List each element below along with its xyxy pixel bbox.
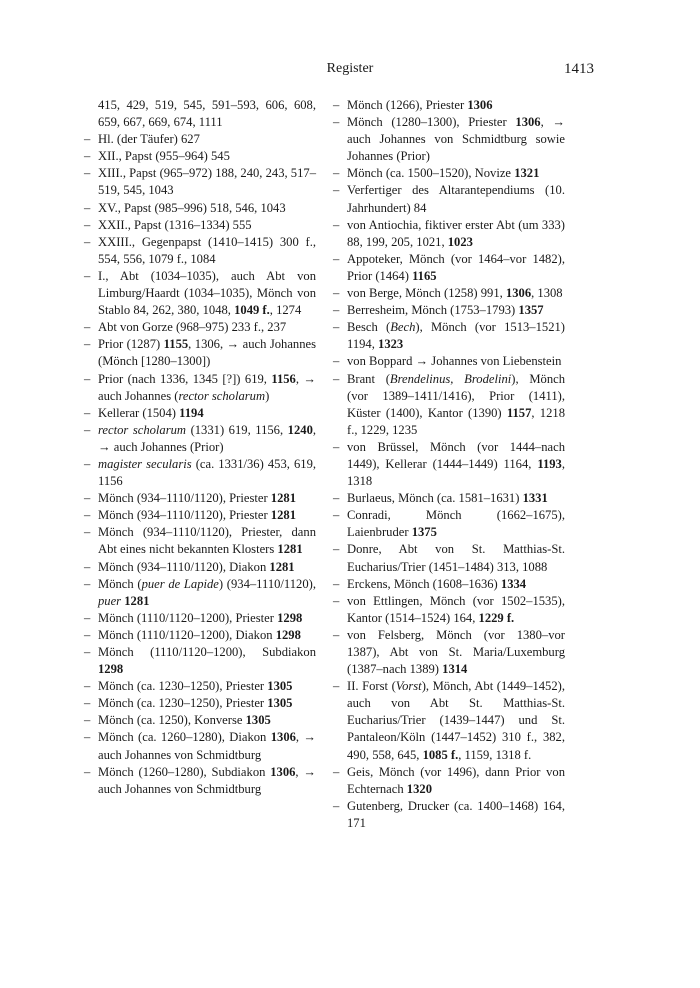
index-entry bbox=[333, 507, 565, 541]
index-entry bbox=[84, 678, 316, 695]
entry-dash: – bbox=[333, 508, 340, 523]
index-entry-text: Mönch (934–1110/1120), Diakon 1281 bbox=[98, 559, 295, 574]
index-entry bbox=[84, 576, 316, 610]
index-entry-text: magister secularis (ca. 1331/36) 453, 619, 1156 bbox=[98, 456, 317, 489]
index-entry-text: Erckens, Mönch (1608–1636) 1334 bbox=[347, 576, 527, 591]
index-entry-text: XXIII., Gegenpapst (1410–1415) 300 f., 554, 556, 1079 f., 1084 bbox=[98, 234, 316, 266]
index-entry bbox=[333, 678, 565, 763]
index-entry bbox=[84, 507, 316, 524]
entry-dash: – bbox=[84, 713, 91, 728]
index-entry-text: von Antiochia, fiktiver erster Abt (um 333) 88, 199, 205, 1021, 1023 bbox=[347, 217, 565, 249]
entry-dash: – bbox=[84, 320, 91, 335]
index-entry bbox=[333, 593, 565, 627]
entry-dash: – bbox=[333, 354, 340, 369]
index-entry bbox=[84, 627, 316, 644]
entry-dash: – bbox=[84, 200, 91, 215]
entry-dash: – bbox=[84, 559, 91, 574]
entry-dash: – bbox=[84, 508, 91, 523]
index-entry-text: Mönch (puer de Lapide) (934–1110/1120), puer 1281 bbox=[98, 576, 316, 608]
index-entry-text: Conradi, Mönch (1662–1675), Laienbruder 1375 bbox=[347, 508, 565, 540]
entry-dash: – bbox=[333, 371, 340, 386]
index-entry bbox=[84, 456, 316, 490]
index-entry-text: Brant (Brendelinus, Brodelini), Mönch (vor 1389–1411/1416), Prior (1411), Küster (1400), Kantor (1390) 1157, 1218 f., 1229, 1235 bbox=[347, 371, 566, 437]
index-entry bbox=[333, 251, 565, 285]
index-entry bbox=[84, 644, 316, 678]
index-entry bbox=[84, 268, 316, 319]
entry-dash: – bbox=[333, 98, 340, 112]
index-entry bbox=[84, 371, 316, 405]
entry-dash: – bbox=[84, 234, 91, 249]
index-entry-text: Mönch (1280–1300), Priester 1306, → auch Johannes von Schmidtburg sowie Johannes (Prior) bbox=[347, 115, 565, 164]
index-entry-text: Appoteker, Mönch (vor 1464–vor 1482), Prior (1464) 1165 bbox=[347, 251, 565, 283]
entry-dash: – bbox=[84, 371, 91, 386]
index-entry-text: Mönch (1260–1280), Subdiakon 1306, → auch Johannes von Schmidtburg bbox=[98, 764, 316, 796]
index-entry bbox=[333, 627, 565, 678]
index-entry-text: Hl. (der Täufer) 627 bbox=[98, 132, 200, 147]
entry-dash: – bbox=[333, 576, 340, 591]
index-entry-text: Prior (nach 1336, 1345 [?]) 619, 1156, → auch Johannes (rector scholarum) bbox=[98, 371, 317, 403]
index-entry-text: Mönch (1266), Priester 1306 bbox=[347, 98, 493, 112]
index-entry bbox=[333, 97, 565, 114]
index-entry bbox=[333, 490, 565, 507]
index-entry-text: von Ettlingen, Mönch (vor 1502–1535), Kantor (1514–1524) 164, 1229 f. bbox=[347, 593, 565, 625]
entry-dash: – bbox=[333, 593, 340, 608]
index-entry-text: Mönch (ca. 1260–1280), Diakon 1306, → auch Johannes von Schmidtburg bbox=[98, 730, 317, 762]
index-entry bbox=[333, 114, 565, 165]
index-entry bbox=[333, 439, 565, 490]
index-entry bbox=[84, 217, 316, 234]
index-entry bbox=[84, 559, 316, 576]
entry-dash: – bbox=[333, 286, 340, 301]
index-entry-text: Verfertiger des Altarantependiums (10. Jahrhundert) 84 bbox=[347, 183, 565, 215]
entry-dash: – bbox=[84, 268, 91, 283]
index-entry-text: Besch (Bech), Mönch (vor 1513–1521) 1194, 1323 bbox=[347, 320, 565, 352]
right-column bbox=[333, 97, 565, 832]
index-entry bbox=[84, 131, 316, 148]
index-entry bbox=[84, 234, 316, 268]
entry-dash: – bbox=[333, 679, 340, 694]
index-entry-text: XXII., Papst (1316–1334) 555 bbox=[98, 217, 252, 232]
entry-dash: – bbox=[84, 627, 91, 642]
entry-dash: – bbox=[333, 491, 340, 506]
entry-dash: – bbox=[84, 456, 91, 471]
entry-dash: – bbox=[333, 217, 340, 232]
index-entry-text: Mönch (934–1110/1120), Priester 1281 bbox=[98, 491, 296, 506]
index-entry-text: Burlaeus, Mönch (ca. 1581–1631) 1331 bbox=[347, 491, 548, 506]
index-entry bbox=[333, 319, 565, 353]
entry-dash: – bbox=[84, 764, 91, 779]
index-entry bbox=[84, 405, 316, 422]
entry-dash: – bbox=[84, 405, 91, 420]
index-entry bbox=[84, 422, 316, 456]
entry-dash: – bbox=[84, 491, 91, 506]
index-entry-text: Mönch (934–1110/1120), Priester 1281 bbox=[98, 508, 296, 523]
index-entry bbox=[84, 336, 316, 370]
entry-dash: – bbox=[333, 320, 340, 335]
index-entry-text: XV., Papst (985–996) 518, 546, 1043 bbox=[98, 200, 286, 215]
page-number: 1413 bbox=[564, 61, 594, 77]
index-entry bbox=[84, 200, 316, 217]
index-entry bbox=[84, 165, 316, 199]
entry-dash: – bbox=[333, 764, 340, 779]
entry-dash: – bbox=[84, 730, 91, 745]
index-entry-text: II. Forst (Vorst), Mönch, Abt (1449–1452), auch von Abt St. Matthias-St. Eucharius/Trier (1439–1447) und St. Pantaleon/Köln (1447–1452) 310 f., 382, 490, 558, 645, 1085 f., 1159, 1318 f. bbox=[347, 679, 565, 762]
index-entry-text: Mönch (ca. 1500–1520), Novize 1321 bbox=[347, 166, 540, 181]
entry-dash: – bbox=[333, 439, 340, 454]
index-entry bbox=[333, 285, 565, 302]
index-entry bbox=[333, 217, 565, 251]
entry-dash: – bbox=[84, 132, 91, 147]
entry-dash: – bbox=[84, 696, 91, 711]
entry-dash: – bbox=[84, 610, 91, 625]
index-entry-text: von Felsberg, Mönch (vor 1380–vor 1387), Abt von St. Maria/Luxemburg (1387–nach 1389) 1314 bbox=[347, 627, 565, 677]
index-entry-text: rector scholarum (1331) 619, 1156, 1240, → auch Johannes (Prior) bbox=[98, 422, 317, 454]
index-entry-text: Kellerar (1504) 1194 bbox=[98, 405, 204, 420]
entry-dash: – bbox=[84, 576, 91, 591]
index-entry bbox=[333, 541, 565, 575]
entry-dash: – bbox=[333, 166, 340, 181]
index-entry bbox=[84, 729, 316, 763]
entry-dash: – bbox=[84, 422, 91, 437]
index-entry bbox=[333, 182, 565, 216]
entry-dash: – bbox=[84, 679, 91, 694]
index-entry bbox=[84, 97, 316, 131]
index-entry bbox=[84, 319, 316, 336]
index-entry-text: Berresheim, Mönch (1753–1793) 1357 bbox=[347, 303, 544, 318]
index-entry bbox=[333, 798, 565, 832]
index-entry bbox=[333, 371, 565, 439]
entry-dash: – bbox=[84, 337, 91, 352]
index-entry bbox=[84, 524, 316, 558]
index-entry bbox=[84, 610, 316, 627]
index-entry-text: Gutenberg, Drucker (ca. 1400–1468) 164, 171 bbox=[347, 798, 565, 830]
entry-dash: – bbox=[84, 149, 91, 164]
index-entry-text: I., Abt (1034–1035), auch Abt von Limburg/Haardt (1034–1035), Mönch von Stablo 84, 262, 380, 1048, 1049 f., 1274 bbox=[98, 268, 316, 318]
index-entry-text: Prior (1287) 1155, 1306, → auch Johannes (Mönch [1280–1300]) bbox=[98, 337, 316, 369]
index-entry-text: Geis, Mönch (vor 1496), dann Prior von Echternach 1320 bbox=[347, 764, 565, 796]
index-entry-text: Abt von Gorze (968–975) 233 f., 237 bbox=[98, 320, 287, 335]
entry-dash: – bbox=[333, 251, 340, 266]
index-entry bbox=[333, 353, 565, 370]
entry-dash: – bbox=[333, 798, 340, 813]
index-entry bbox=[333, 302, 565, 319]
index-entry-text: von Brüssel, Mönch (vor 1444–nach 1449), Kellerar (1444–1449) 1164, 1193, 1318 bbox=[347, 439, 565, 489]
index-entry-text: von Boppard → Johannes von Liebenstein bbox=[347, 354, 562, 369]
entry-dash: – bbox=[84, 217, 91, 232]
entry-dash: – bbox=[84, 525, 91, 540]
index-entry-text: Mönch (1110/1120–1200), Subdiakon 1298 bbox=[98, 645, 316, 677]
entry-dash: – bbox=[333, 115, 340, 130]
index-entry-text: XII., Papst (955–964) 545 bbox=[98, 149, 230, 164]
index-entry bbox=[84, 695, 316, 712]
index-entry-text: Mönch (934–1110/1120), Priester, dann Abt eines nicht bekannten Klosters 1281 bbox=[98, 525, 316, 557]
index-entry-text: Donre, Abt von St. Matthias-St. Eucharius/Trier (1451–1484) 313, 1088 bbox=[347, 542, 565, 574]
index-entry bbox=[84, 764, 316, 798]
index-entry-text: Mönch (ca. 1230–1250), Priester 1305 bbox=[98, 696, 293, 711]
entry-dash: – bbox=[333, 183, 340, 198]
entry-dash: – bbox=[84, 645, 91, 659]
left-column bbox=[84, 97, 316, 798]
entry-dash: – bbox=[333, 542, 340, 557]
entry-dash: – bbox=[333, 627, 340, 642]
index-entry-text: Mönch (ca. 1230–1250), Priester 1305 bbox=[98, 679, 293, 694]
index-entry-text: von Berge, Mönch (1258) 991, 1306, 1308 bbox=[347, 286, 563, 301]
index-entry bbox=[333, 165, 565, 182]
index-entry-text: Mönch (ca. 1250), Konverse 1305 bbox=[98, 713, 271, 728]
index-entry-text: Mönch (1110/1120–1200), Diakon 1298 bbox=[98, 627, 301, 642]
running-header-title: Register bbox=[326, 61, 374, 76]
index-entry bbox=[84, 712, 316, 729]
index-entry bbox=[84, 148, 316, 165]
index-entry bbox=[333, 576, 565, 593]
entry-dash: – bbox=[333, 303, 340, 318]
entry-dash: – bbox=[84, 166, 91, 181]
index-entry-text: Mönch (1110/1120–1200), Priester 1298 bbox=[98, 610, 303, 625]
index-entry-text: 415, 429, 519, 545, 591–593, 606, 608, 659, 667, 669, 674, 1111 bbox=[98, 98, 316, 130]
index-entry-text: XIII., Papst (965–972) 188, 240, 243, 517–519, 545, 1043 bbox=[98, 166, 316, 198]
index-entry bbox=[333, 764, 565, 798]
index-entry bbox=[84, 490, 316, 507]
